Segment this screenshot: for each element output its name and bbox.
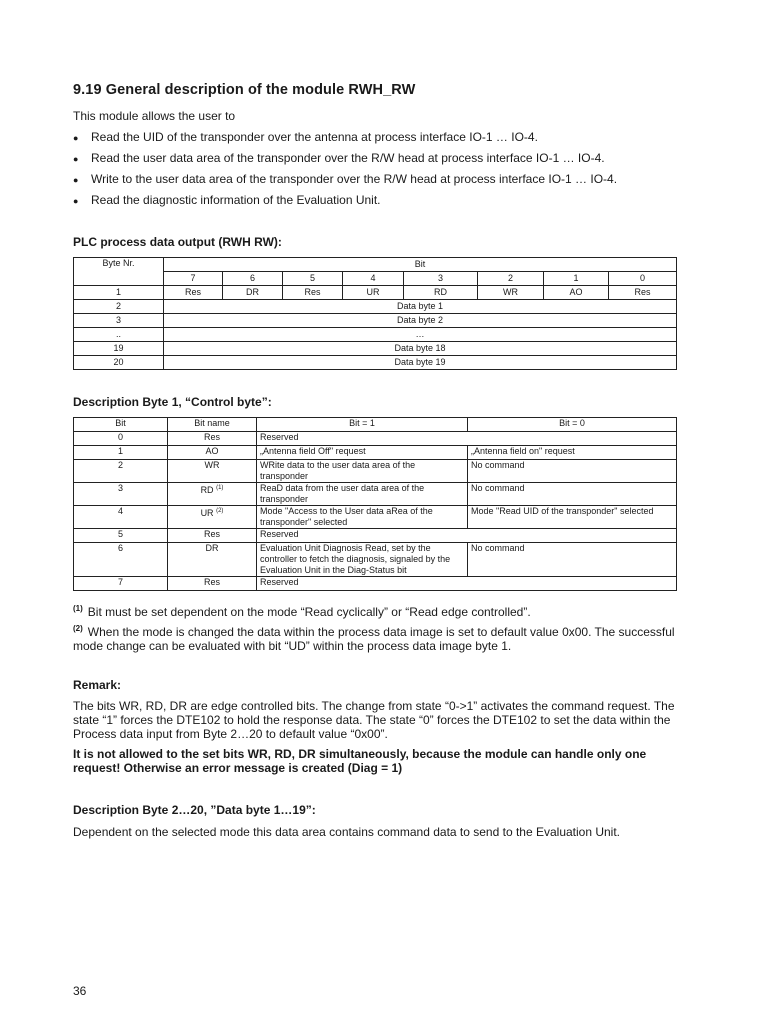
bit-cell: 5 (74, 529, 168, 543)
table-row (74, 460, 677, 483)
table-row (74, 314, 677, 328)
bit-name: UR (200, 508, 214, 518)
bit-name-cell (168, 506, 257, 529)
control-byte-heading: Description Byte 1, “Control byte”: (73, 395, 272, 409)
column-header: Bit name (168, 418, 257, 432)
output-table-heading: PLC process data output (RWH RW): (73, 235, 282, 249)
footnote-ref: (2) (216, 508, 224, 514)
data-cell: Data byte 2 (164, 314, 677, 328)
remark-heading: Remark: (73, 678, 122, 692)
byte-cell: 2 (74, 300, 164, 314)
bit-cell: Res (164, 286, 223, 300)
footnote-text: Bit must be set dependent on the mode “Read cyclically” or “Read edge controlled”. (87, 605, 531, 619)
byte-cell: .. (74, 328, 164, 342)
data-cell: … (164, 328, 677, 342)
list-item: ● Read the diagnostic information of the Evaluation Unit. (73, 193, 617, 214)
footnote-2 (73, 622, 693, 653)
bit-one-cell: WRite data to the user data area of the transponder (257, 460, 468, 483)
table-row (74, 577, 677, 591)
byte-cell: 1 (74, 286, 164, 300)
bit-cell: 6 (74, 543, 168, 577)
bit-number: 1 (544, 272, 609, 286)
bit-cell: RD (404, 286, 478, 300)
control-byte-table (73, 417, 677, 591)
bit-name-cell: Res (168, 432, 257, 446)
bit-number: 5 (283, 272, 343, 286)
bit-cell: 1 (74, 446, 168, 460)
bit-name: RD (200, 485, 214, 495)
table-row (74, 356, 677, 370)
bit-cell: 0 (74, 432, 168, 446)
column-header: Bit = 1 (257, 418, 468, 432)
byte-cell: 20 (74, 356, 164, 370)
bit-zero-cell: No command (468, 460, 677, 483)
bit-name-cell: Res (168, 577, 257, 591)
bit-number: 6 (223, 272, 283, 286)
list-item: ● Read the user data area of the transponder over the R/W head at process interface IO-1 … IO-4. (73, 151, 617, 172)
footnote-text: When the mode is changed the data within the process data image is set to default value 0x00. The successful mode change can be evaluated with bit “UD” within the process data image byte 1. (73, 625, 675, 653)
bit-zero-cell: No command (468, 483, 677, 506)
description-cell: Reserved (257, 577, 677, 591)
table-row (74, 543, 677, 577)
bit-name-cell: DR (168, 543, 257, 577)
bit-cell: Res (283, 286, 343, 300)
bit-one-cell: „Antenna field Off" request (257, 446, 468, 460)
bit-one-cell: ReaD data from the user data area of the transponder (257, 483, 468, 506)
remark-warning: It is not allowed to the set bits WR, RD, DR simultaneously, because the module can handle only one request! Otherwise an error message is created (Diag = 1) (73, 747, 647, 775)
data-cell: Data byte 18 (164, 342, 677, 356)
table-row (74, 300, 677, 314)
data-cell: Data byte 19 (164, 356, 677, 370)
column-header: Bit = 0 (468, 418, 677, 432)
byte-cell: 3 (74, 314, 164, 328)
bit-name-cell: AO (168, 446, 257, 460)
bit-header: Bit (164, 258, 677, 272)
table-header-row (74, 418, 677, 432)
bit-number: 3 (404, 272, 478, 286)
table-row (74, 506, 677, 529)
data-bytes-heading: Description Byte 2…20, ”Data byte 1…19”: (73, 803, 316, 817)
table-row (74, 529, 677, 543)
process-data-output-table (73, 257, 677, 370)
list-item: ● Read the UID of the transponder over the antenna at process interface IO-1 … IO-4. (73, 130, 617, 151)
description-cell: Reserved (257, 529, 677, 543)
data-cell: Data byte 1 (164, 300, 677, 314)
bit-number: 0 (609, 272, 677, 286)
bit-zero-cell: „Antenna field on" request (468, 446, 677, 460)
byte-cell: 19 (74, 342, 164, 356)
bit-name-cell (168, 483, 257, 506)
bit-number: 4 (343, 272, 404, 286)
page-number: 36 (73, 984, 87, 998)
remark-text: The bits WR, RD, DR are edge controlled bits. The change from state “0->1” activates the command request. The state “1” forces the DTE102 to hold the response data. The state “0” forces the DTE102 to set the data within the Process data input from Byte 2…20 to default value “0x00”. (73, 699, 675, 741)
table-row (74, 328, 677, 342)
bit-name-cell: Res (168, 529, 257, 543)
footnote-ref: (1) (216, 485, 224, 491)
column-header: Bit (74, 418, 168, 432)
footnote-mark: (1) (73, 604, 83, 613)
table-row (74, 286, 677, 300)
bit-number: 2 (478, 272, 544, 286)
byte-nr-header: Byte Nr. (74, 258, 164, 286)
feature-list (73, 130, 617, 214)
footnote-1 (73, 602, 693, 619)
bit-cell: AO (544, 286, 609, 300)
bit-cell: 7 (74, 577, 168, 591)
data-bytes-text: Dependent on the selected mode this data area contains command data to send to the Evaluation Unit. (73, 825, 621, 839)
table-row (74, 446, 677, 460)
bit-name-cell: WR (168, 460, 257, 483)
bit-cell: 3 (74, 483, 168, 506)
section-title: 9.19 General description of the module RWH_RW (73, 82, 416, 98)
bit-cell: Res (609, 286, 677, 300)
bit-cell: DR (223, 286, 283, 300)
intro-text: This module allows the user to (73, 109, 236, 123)
bit-number-row (74, 272, 677, 286)
bit-cell: 4 (74, 506, 168, 529)
table-row (74, 483, 677, 506)
bit-one-cell: Mode "Access to the User data aRea of the transponder" selected (257, 506, 468, 529)
bit-number: 7 (164, 272, 223, 286)
table-row (74, 342, 677, 356)
bit-zero-cell: Mode "Read UID of the transponder" selected (468, 506, 677, 529)
bit-cell: WR (478, 286, 544, 300)
bit-cell: 2 (74, 460, 168, 483)
bit-zero-cell: No command (468, 543, 677, 577)
bit-cell: UR (343, 286, 404, 300)
description-cell: Reserved (257, 432, 677, 446)
footnote-mark: (2) (73, 624, 83, 633)
table-row (74, 432, 677, 446)
list-item: ● Write to the user data area of the transponder over the R/W head at process interface IO-1 … IO-4. (73, 172, 617, 193)
bit-one-cell: Evaluation Unit Diagnosis Read, set by the controller to fetch the diagnosis, signaled by the Evaluation Unit in the Diag-Status bit (257, 543, 468, 577)
